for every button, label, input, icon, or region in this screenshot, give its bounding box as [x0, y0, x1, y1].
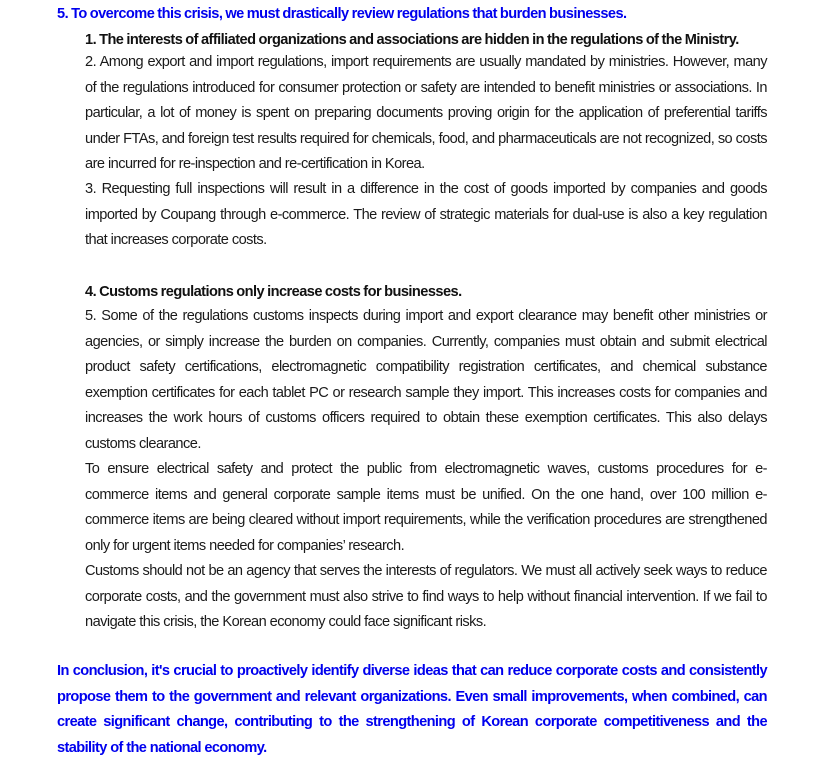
paragraph-customs-agency: Customs should not be an agency that serves the interests of regulators. We must all actively seek ways to reduce corporate costs, and the government must also strive to find ways to help without financial intervention. If we fail to navigate this crisis, the Korean economy could face significant risks.: [85, 563, 767, 630]
section-heading: 5. To overcome this crisis, we must drastically review regulations that burden businesses.: [57, 6, 627, 22]
subheading-customs-regulations: 4. Customs regulations only increase costs for businesses.: [85, 284, 462, 300]
paragraph-full-inspections: 3. Requesting full inspections will result in a difference in the cost of goods imported by companies and goods imported by Coupang through e-commerce. The review of strategic materials for dual-use is also a key regulation that increases corporate costs.: [85, 181, 767, 248]
conclusion-paragraph: In conclusion, it's crucial to proactively identify diverse ideas that can reduce corporate costs and consistently propose them to the government and relevant organizations. Even small improvements, when combined, can create significant change, contributing to the strengthening of Korean corporate competitiveness and the stability of the national economy.: [57, 663, 767, 756]
paragraph-customs-inspections: 5. Some of the regulations customs inspects during import and export clearance may benefit other ministries or agencies, or simply increase the burden on companies. Currently, companies must obtain and submit electrical product safety certifications, electromagnetic compatibility registration certificates, and chemical substance exemption certificates for each tablet PC or research sample they import. This increases costs for companies and increases the work hours of customs officers required to obtain these exemption certificates. This also delays customs clearance.: [85, 308, 767, 452]
subheading-ministry-regulations: 1. The interests of affiliated organizations and associations are hidden in the regulations of the Ministry.: [85, 32, 739, 48]
paragraph-import-requirements: 2. Among export and import regulations, import requirements are usually mandated by ministries. However, many of the regulations introduced for consumer protection or safety are intended to benefit ministries or associations. In particular, a lot of money is spent on preparing documents proving origin for the application of preferential tariffs under FTAs, and foreign test results required for chemicals, food, and pharmaceuticals are not recognized, so costs are incurred for re-inspection and re-certification in Korea.: [85, 54, 767, 172]
paragraph-electrical-safety: To ensure electrical safety and protect the public from electromagnetic waves, customs procedures for e-commerce items and general corporate sample items must be unified. On the one hand, over 100 million e-commerce items are being cleared without import requirements, while the verification procedures are strengthened only for urgent items needed for companies’ research.: [85, 461, 767, 554]
